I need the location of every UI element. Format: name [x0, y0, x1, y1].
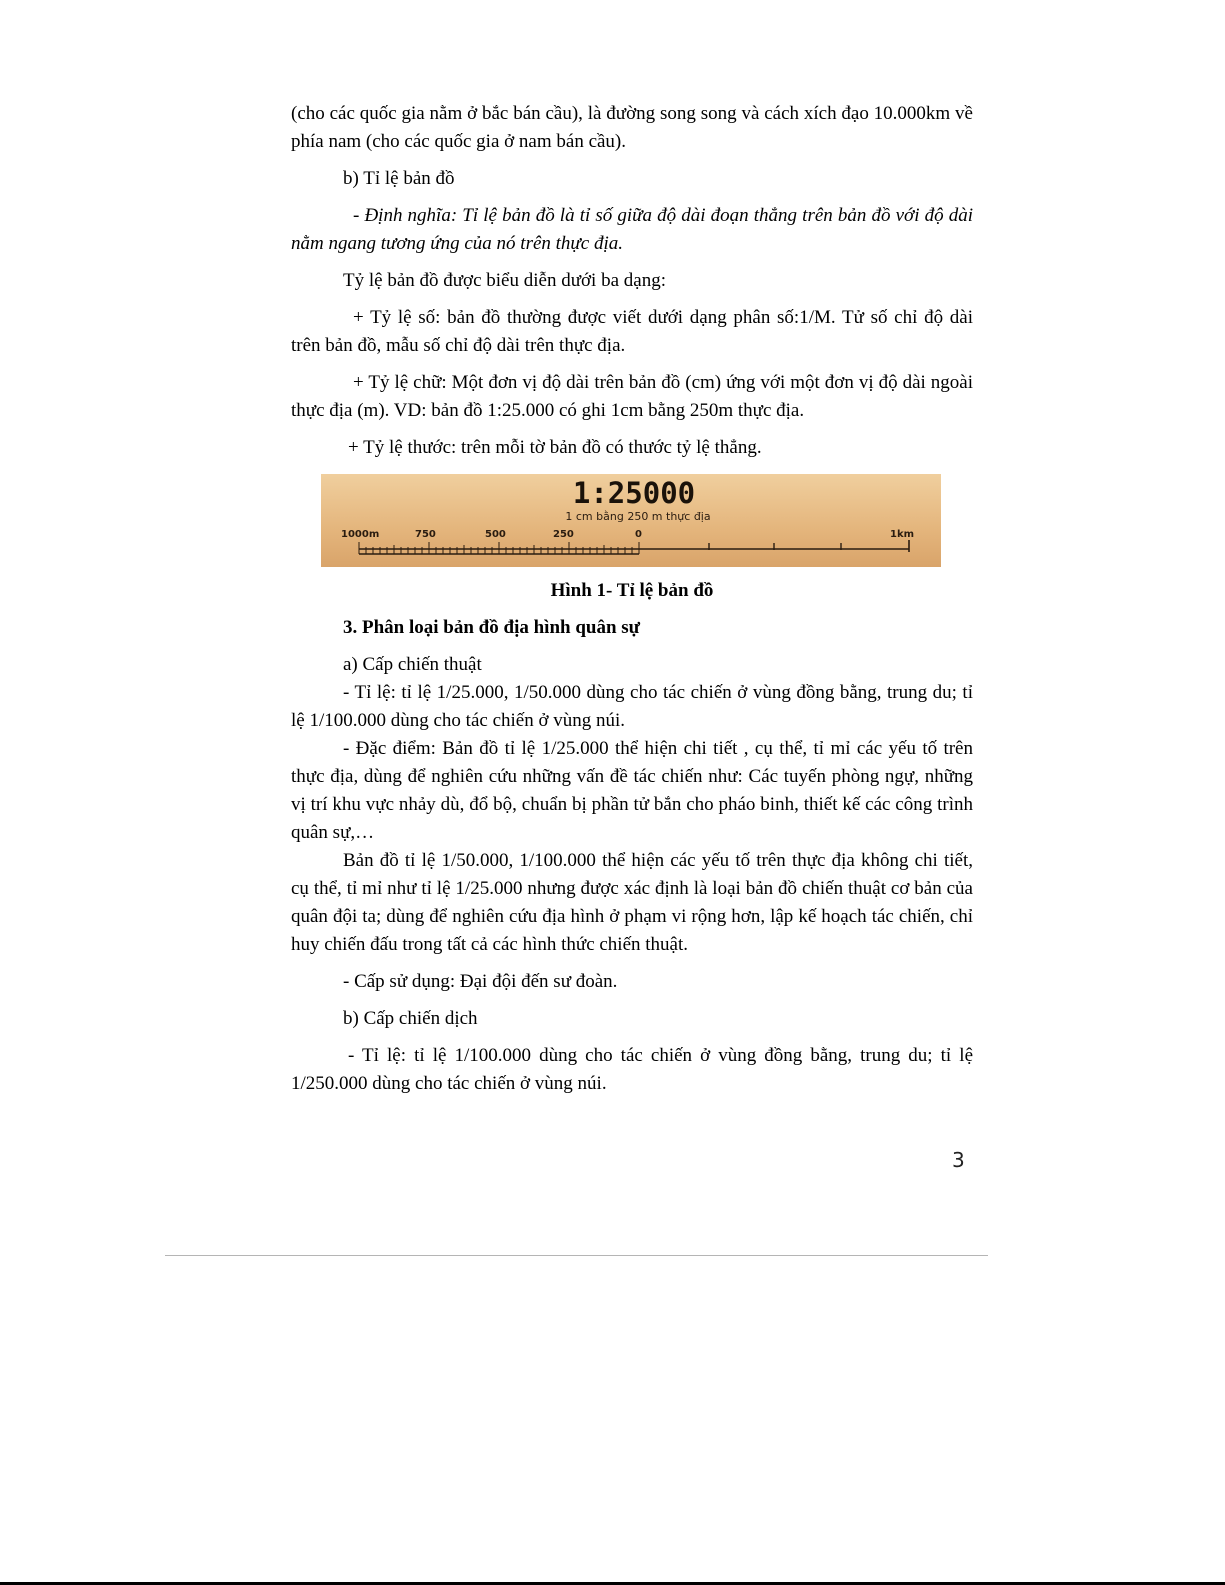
tick-label-500: 500	[485, 529, 506, 540]
tick-label-250: 250	[553, 529, 574, 540]
scale-bar-graphic	[321, 474, 941, 567]
scale-title: 1:25000	[572, 476, 696, 510]
tactical-maps-paragraph: Bản đồ tỉ lệ 1/50.000, 1/100.000 thể hiện các yếu tố trên thực địa không chi tiết, cụ thể, tỉ mỉ như tỉ lệ 1/25.000 nhưng được xác định là loại bản đồ chiến thuật cơ bản của quân đội ta; dùng để nghiên cứu địa hình ở phạm vi rộng hơn, lập kế hoạch tác chiến, chỉ huy chiến đấu trong tất cả các hình thức chiến thuật.	[291, 850, 973, 955]
tick-label-0: 0	[635, 529, 642, 540]
figure-caption: Hình 1- Tỉ lệ bản đồ	[550, 580, 714, 601]
scale-bar-figure	[321, 474, 941, 567]
forms-intro: Tỷ lệ bản đồ được biểu diễn dưới ba dạng:	[343, 270, 666, 291]
numeric-scale-paragraph: + Tỷ lệ số: bản đồ thường được viết dưới dạng phân số:1/M. Tử số chỉ độ dài trên bản đồ, mẫu số chỉ độ dài trên thực địa.	[291, 307, 973, 356]
tick-label-1000m: 1000m	[341, 529, 380, 540]
subheading-map-scale: b) Tỉ lệ bản đồ	[343, 168, 455, 189]
tick-label-1km: 1km	[890, 529, 915, 540]
page-content	[291, 100, 973, 1098]
definition-paragraph: - Định nghĩa: Tỉ lệ bản đồ là tỉ số giữa độ dài đoạn thẳng trên bản đồ với độ dài nằm ngang tương ứng của nó trên thực địa.	[291, 205, 973, 254]
subheading-tactical: a) Cấp chiến thuật	[343, 654, 482, 675]
scale-subtitle: 1 cm bằng 250 m thực địa	[565, 510, 711, 523]
page-number: 3	[952, 1148, 965, 1172]
section-heading-classification: 3. Phân loại bản đồ địa hình quân sự	[343, 617, 641, 638]
scale-ruler	[359, 540, 909, 554]
paragraph-continuation: (cho các quốc gia nằm ở bắc bán cầu), là đường song song và cách xích đạo 10.000km về phía nam (cho các quốc gia ở nam bán cầu).	[291, 103, 973, 152]
operational-scale-paragraph: - Tỉ lệ: tỉ lệ 1/100.000 dùng cho tác chiến ở vùng đồng bằng, trung du; tỉ lệ 1/250.000 dùng cho tác chiến ở vùng núi.	[291, 1045, 973, 1094]
tactical-scale-paragraph: - Tỉ lệ: tỉ lệ 1/25.000, 1/50.000 dùng cho tác chiến ở vùng đồng bằng, trung du; tỉ lệ 1/100.000 dùng cho tác chiến ở vùng núi.	[291, 682, 973, 731]
verbal-scale-paragraph: + Tỷ lệ chữ: Một đơn vị độ dài trên bản đồ (cm) ứng với một đơn vị độ dài ngoài thực địa (m). VD: bản đồ 1:25.000 có ghi 1cm bằng 250m thực địa.	[291, 372, 973, 421]
graphic-scale-paragraph: + Tỷ lệ thước: trên mỗi tờ bản đồ có thước tỷ lệ thẳng.	[348, 437, 762, 458]
footer-divider	[165, 1255, 988, 1256]
tactical-features-paragraph: - Đặc điểm: Bản đồ tỉ lệ 1/25.000 thể hiện chi tiết , cụ thể, tỉ mỉ các yếu tố trên thực địa, dùng để nghiên cứu những vấn đề tác chiến như: Các tuyến phòng ngự, những vị trí khu vực nhảy dù, đổ bộ, chuẩn bị phần tử bắn cho pháo binh, thiết kế các công trình quân sự,…	[291, 738, 973, 843]
tick-label-750: 750	[415, 529, 436, 540]
subheading-operational: b) Cấp chiến dịch	[343, 1008, 478, 1029]
tactical-usage-paragraph: - Cấp sử dụng: Đại đội đến sư đoàn.	[343, 971, 618, 992]
